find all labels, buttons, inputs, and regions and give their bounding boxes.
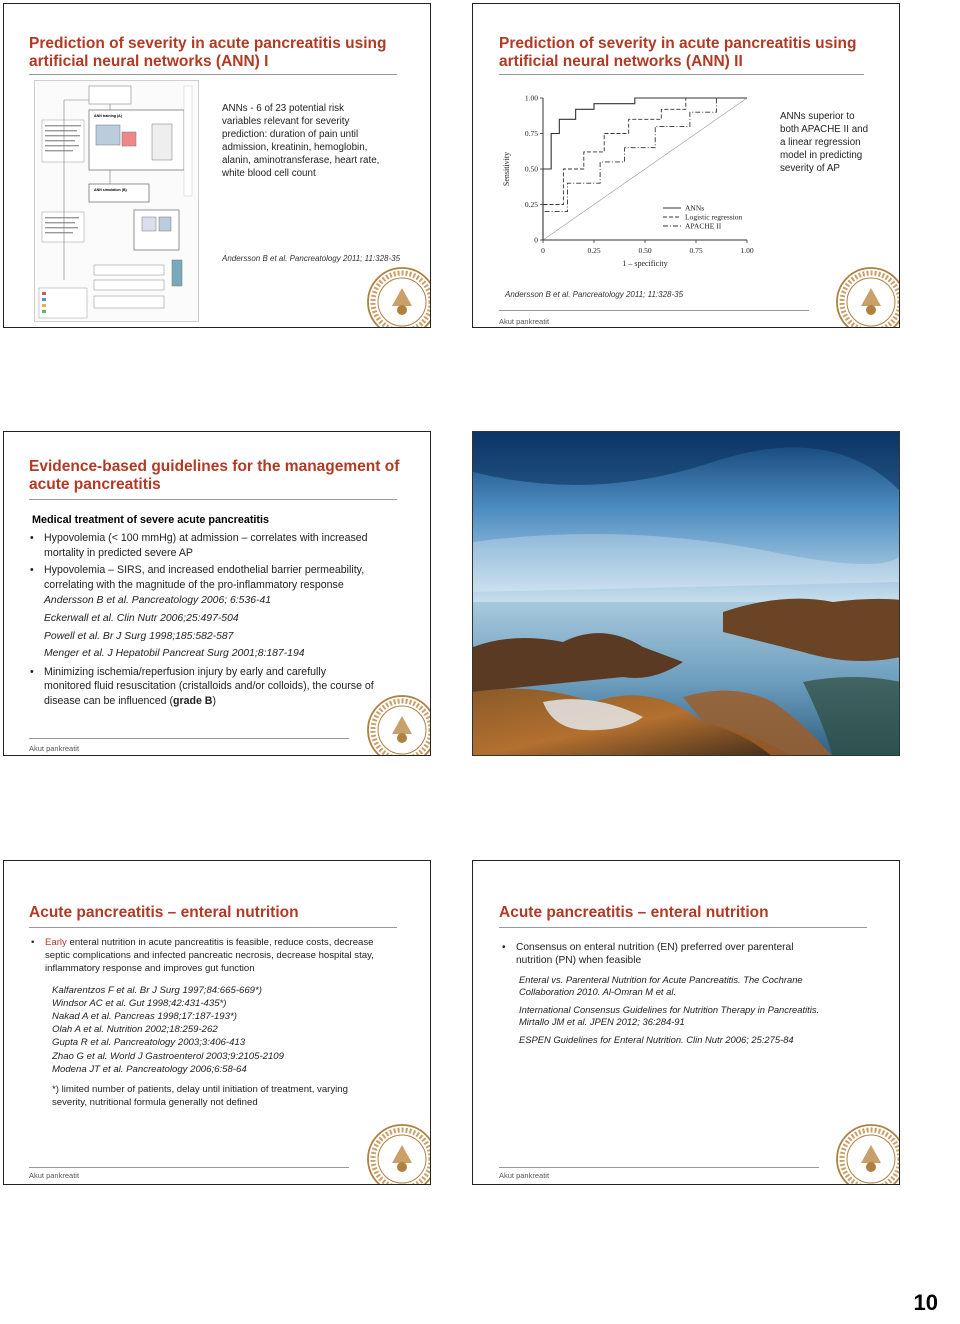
- reference-citation: Andersson B et al. Pancreatology 2011; 11:328-35: [505, 290, 684, 299]
- university-seal-logo: [366, 1123, 431, 1185]
- reference-line: Windsor AC et al. Gut 1998;42:431-435*): [52, 997, 227, 1009]
- seascape-photo: [473, 432, 900, 756]
- slide-title: Acute pancreatitis – enteral nutrition: [499, 904, 769, 921]
- slide-title: Prediction of severity in acute pancreatitis using artificial neural networks (ANN) II: [499, 35, 857, 70]
- reference-line: Eckerwall et al. Clin Nutr 2006;25:497-504: [44, 612, 239, 624]
- y-tick-label: 0.25: [524, 200, 538, 209]
- enteral-body: [502, 941, 832, 1046]
- slide-body-text: ANNs - 6 of 23 potential risk variables relevant for severity prediction: duration of pain until admission, kreatinin, hemoglobin, alanin, aminotransferase, heart rate, white blood cell count: [222, 103, 380, 179]
- x-tick-label: 0.50: [638, 246, 652, 255]
- roc-curve-chart: [495, 90, 767, 278]
- x-tick-label: 0.25: [587, 246, 601, 255]
- footer-rule: [29, 1167, 349, 1168]
- reference-line: Gupta R et al. Pancreatology 2003;3:406-413: [52, 1037, 246, 1049]
- reference-citation: Andersson B et al. Pancreatology 2011; 11:328-35: [222, 254, 401, 263]
- footer-label: Akut pankreatit: [499, 1171, 550, 1180]
- enteral-body: [31, 936, 376, 1109]
- footnote: *) limited number of patients, delay until initiation of treatment, varying severity, nutritional formula generally not defined: [52, 1084, 348, 1109]
- slide-body-text: ANNs superior to both APACHE II and a linear regression model in predicting severity of AP: [780, 111, 869, 174]
- title-rule: [29, 927, 397, 928]
- slide-title: Prediction of severity in acute pancreatitis using artificial neural networks (ANN) I: [29, 35, 387, 70]
- reference-line: Menger et al. J Hepatobil Pancreat Surg 2001;8:187-194: [44, 648, 305, 660]
- footer-label: Akut pankreatit: [29, 1171, 80, 1180]
- bullet-item: • Minimizing ischemia/reperfusion injury by early and carefully monitored fluid resuscitation (cristalloids and/or colloids), the course of disease can be influenced (grade B): [30, 665, 375, 709]
- y-tick-label: 1.00: [524, 93, 538, 103]
- footer-rule: [499, 1167, 819, 1168]
- ann-flowchart-figure: [34, 80, 199, 322]
- slide-seascape-photo: [472, 431, 900, 756]
- title-rule: [499, 74, 864, 75]
- reference-line: Enteral vs. Parenteral Nutrition for Acute Pancreatitis. The Cochrane Collaboration 2010. Al-Omran M et al.: [519, 973, 803, 997]
- reference-list: [31, 984, 376, 1076]
- bullet-item: • Consensus on enteral nutrition (EN) preferred over parenteral nutrition (PN) when feasible: [502, 941, 832, 968]
- title-rule: [29, 74, 397, 75]
- bullet-item: • Hypovolemia – SIRS, and increased endothelial barrier permeability, correlating with the magnitude of the pro-inflammatory response: [30, 563, 375, 592]
- flowchart-label-training: ANN training (A): [94, 114, 122, 118]
- reference-line: Nakad A et al. Pancreas 1998;17:187-193*): [52, 1011, 237, 1023]
- slide-title: Evidence-based guidelines for the management of acute pancreatitis: [29, 458, 400, 493]
- reference-line: Olah A et al. Nutrition 2002;18:259-262: [52, 1024, 218, 1036]
- bullet-item: • Early enteral nutrition in acute pancreatitis is feasible, reduce costs, decrease septic complications and infected pancreatic necrosis, decrease hospital stay, inflammatory response and improves gut function: [31, 936, 376, 976]
- university-seal-logo: [366, 266, 431, 328]
- university-seal-logo: [835, 266, 900, 328]
- slide-title: Acute pancreatitis – enteral nutrition: [29, 904, 299, 921]
- flowchart-label-simulation: ANN simulation (B): [94, 188, 127, 192]
- title-rule: [499, 927, 867, 928]
- x-axis-label: 1 – specificity: [622, 259, 668, 268]
- guidelines-body: [30, 531, 375, 709]
- y-tick-label: 0.50: [524, 164, 538, 174]
- reference-line: Powell et al. Br J Surg 1998;185:582-587: [44, 630, 234, 642]
- reference-line: Zhao G et al. World J Gastroenterol 2003;9:2105-2109: [52, 1050, 284, 1062]
- university-seal-logo: [835, 1123, 900, 1185]
- page-number: 10: [913, 1290, 938, 1315]
- footer-label: Akut pankreatit: [29, 744, 80, 753]
- legend-entry: APACHE II: [685, 221, 722, 231]
- x-tick-label: 0: [541, 246, 545, 255]
- x-tick-label: 1.00: [740, 246, 754, 255]
- slide-ann-2: [472, 3, 900, 328]
- reference-line: Andersson B et al. Pancreatology 2006; 6:536-41: [44, 595, 272, 607]
- slide-guidelines: [3, 431, 431, 756]
- legend-entry: ANNs: [685, 203, 705, 213]
- y-tick-label: 0: [534, 235, 538, 245]
- footer-rule: [29, 738, 349, 739]
- slide-enteral-nutrition-2: [472, 860, 900, 1185]
- bullet-item: • Hypovolemia (< 100 mmHg) at admission – correlates with increased mortality in predicted severe AP: [30, 531, 375, 560]
- footer-label: Akut pankreatit: [499, 317, 550, 326]
- reference-line: ESPEN Guidelines for Enteral Nutrition. Clin Nutr 2006; 25:275-84: [519, 1033, 794, 1045]
- slide-ann-1: [3, 3, 431, 328]
- title-rule: [29, 499, 397, 500]
- slide-enteral-nutrition-1: [3, 860, 431, 1185]
- legend-entry: Logistic regression: [685, 212, 743, 222]
- footer-rule: [499, 310, 809, 311]
- y-axis-label: Sensitivity: [502, 151, 511, 187]
- reference-line: International Consensus Guidelines for Nutrition Therapy in Pancreatitis. Mirtallo JM et al. JPEN 2012; 36:284-91: [519, 1003, 820, 1027]
- reference-line: Kalfarentzos F et al. Br J Surg 1997;84:665-669*): [52, 984, 262, 996]
- y-tick-label: 0.75: [524, 129, 538, 138]
- slide-subtitle: Medical treatment of severe acute pancreatitis: [32, 514, 270, 526]
- university-seal-logo: [366, 694, 431, 756]
- x-tick-label: 0.75: [689, 246, 703, 255]
- reference-line: Modena JT et al. Pancreatology 2006;6:58-64: [52, 1063, 247, 1075]
